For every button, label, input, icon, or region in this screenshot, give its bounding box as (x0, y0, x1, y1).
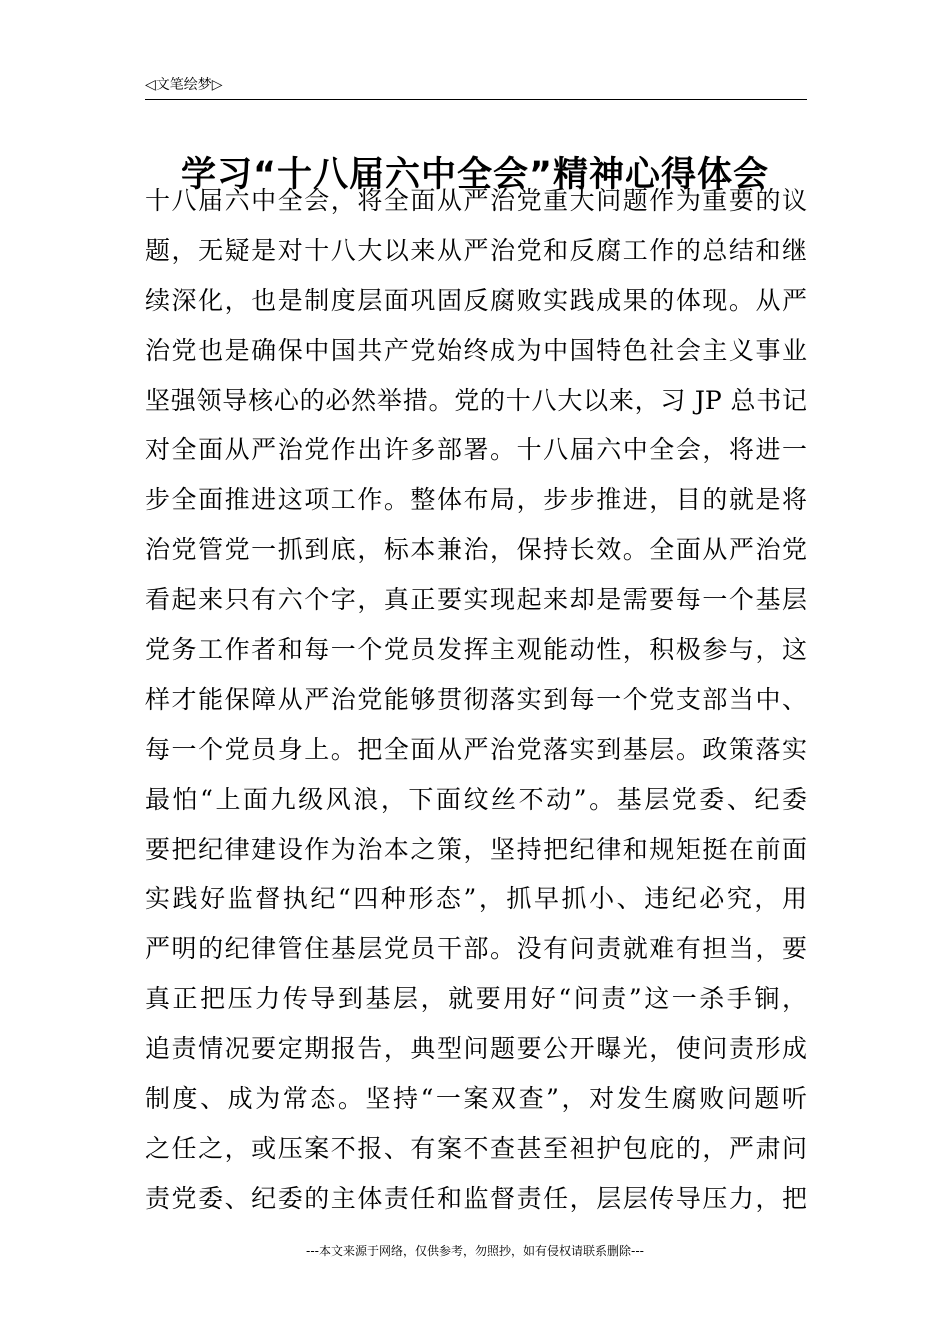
body-line: 责党委、纪委的主体责任和监督责任，层层传导压力，把 (145, 1183, 807, 1213)
body-line: 步全面推进这项工作。整体布局，步步推进，目的就是将 (145, 485, 807, 515)
body-line: 治党管党一抓到底，标本兼治，保持长效。全面从严治党 (145, 535, 807, 565)
page-header (145, 72, 807, 100)
body-line: 之任之，或压案不报、有案不查甚至袒护包庇的，严肃问 (145, 1133, 807, 1163)
body-line: 每一个党员身上。把全面从严治党落实到基层。政策落实 (145, 734, 807, 764)
body-line: 样才能保障从严治党能够贯彻落实到每一个党支部当中、 (145, 684, 807, 714)
body-line: 实践好监督执纪“四种形态”，抓早抓小、违纪必究，用 (145, 884, 807, 914)
body-line: 续深化，也是制度层面巩固反腐败实践成果的体现。从严 (145, 285, 807, 315)
body-paragraph (145, 176, 807, 1224)
body-line: 真正把压力传导到基层，就要用好“问责”这一杀手锏， (145, 984, 807, 1014)
document-title: 学习“十八届六中全会”精神心得体会 (180, 155, 769, 196)
body-line: 十八届六中全会，将全面从严治党重大问题作为重要的议 (145, 186, 807, 215)
body-line: 制度、成为常态。坚持“一案双查”，对发生腐败问题听 (145, 1084, 807, 1114)
body-line: 党务工作者和每一个党员发挥主观能动性，积极参与，这 (145, 635, 807, 665)
page-footer: ---本文来源于网络，仅供参考，勿照抄，如有侵权请联系删除--- (306, 1244, 644, 1258)
body-line: 题，无疑是对十八大以来从严治党和反腐工作的总结和继 (145, 235, 807, 265)
body-line: 坚强领导核心的必然举措。党的十八大以来，习 JP 总书记 (145, 385, 807, 415)
body-line: 治党也是确保中国共产党始终成为中国特色社会主义事业 (145, 335, 807, 365)
body-line: 严明的纪律管住基层党员干部。没有问责就难有担当，要 (145, 934, 807, 964)
body-line: 看起来只有六个字，真正要实现起来却是需要每一个基层 (145, 585, 807, 615)
body-line: 最怕“上面九级风浪，下面纹丝不动”。基层党委、纪委 (145, 784, 807, 814)
body-line: 追责情况要定期报告，典型问题要公开曝光，使问责形成 (145, 1034, 807, 1064)
body-line: 要把纪律建设作为治本之策，坚持把纪律和规矩挺在前面 (145, 834, 807, 864)
header-text: ◁文笔绘梦▷ (145, 77, 223, 93)
body-line: 对全面从严治党作出许多部署。十八届六中全会，将进一 (145, 435, 807, 465)
